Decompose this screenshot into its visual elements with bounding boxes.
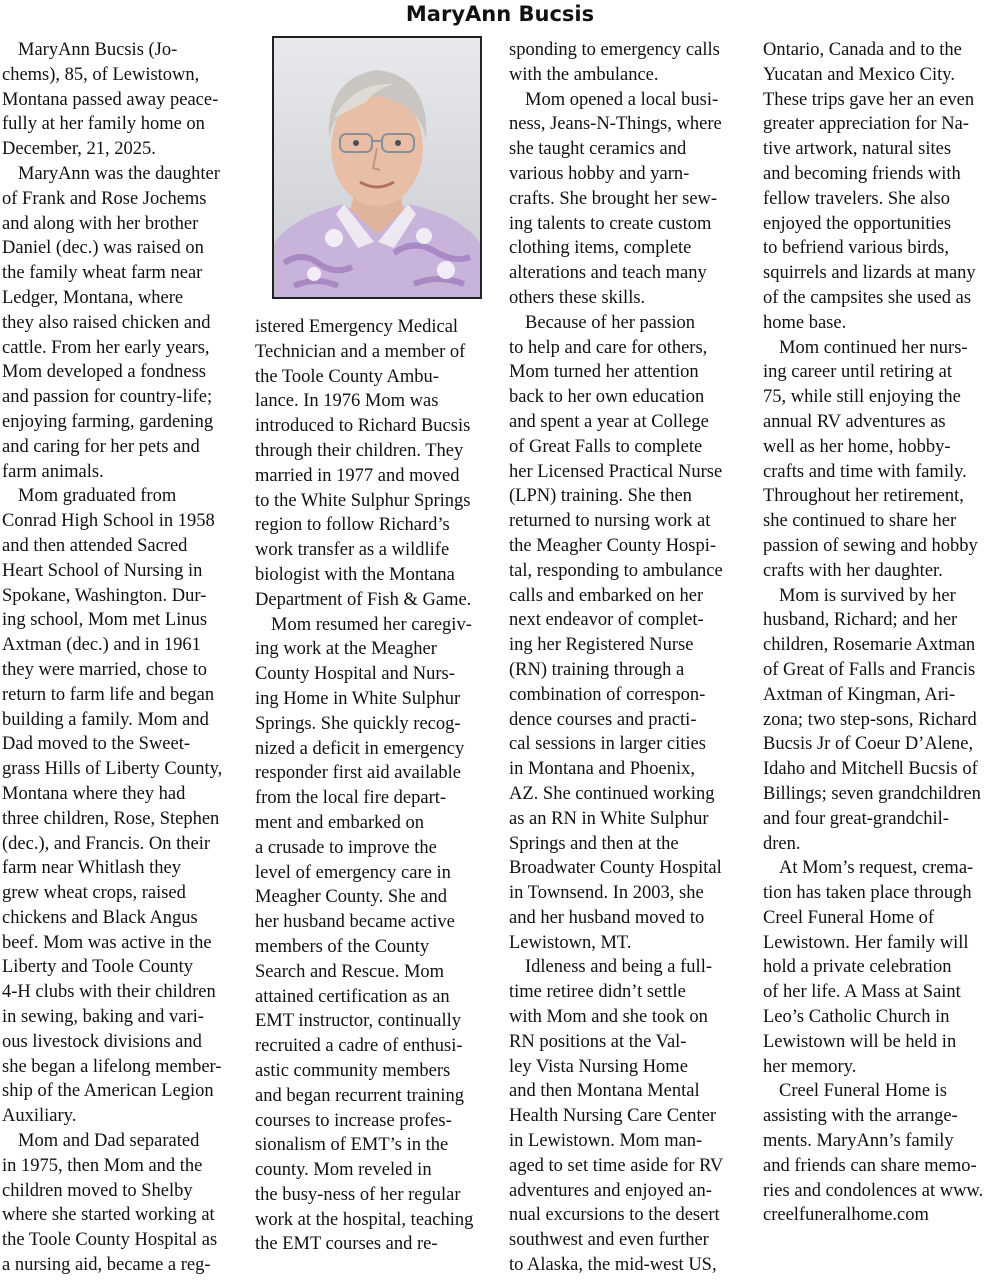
text-line: and then attended Sacred: [2, 535, 188, 556]
text-line: creelfuneralhome.com: [763, 1205, 929, 1226]
text-line: Ontario, Canada and to the: [763, 40, 962, 60]
text-line: Montana where they had: [2, 783, 186, 804]
text-line: beef. Mom was active in the: [2, 932, 212, 953]
text-line: tive artwork, natural sites: [763, 139, 952, 160]
text-line: Liberty and Toole County: [2, 957, 194, 978]
text-line: Conrad High School in 1958: [2, 511, 215, 532]
text-line: fully at her family home on: [2, 114, 205, 135]
text-line: cattle. From her early years,: [2, 337, 210, 358]
text-line: Mom graduated from: [18, 486, 177, 507]
text-line: nual excursions to the desert: [509, 1205, 720, 1226]
text-line: county. Mom reveled in: [255, 1160, 432, 1181]
text-line: Bucsis Jr of Coeur D’Alene,: [763, 734, 974, 755]
text-line: ing career until retiring at: [763, 362, 953, 383]
text-line: her memory.: [763, 1056, 857, 1077]
text-line: children, Rosemarie Axtman: [763, 635, 976, 656]
text-line: ley Vista Nursing Home: [509, 1056, 688, 1077]
text-line: Spokane, Washington. Dur-: [2, 585, 207, 606]
text-line: the Toole County Ambu-: [255, 366, 439, 387]
text-line: and becoming friends with: [763, 163, 961, 184]
text-line: Meagher County. She and: [255, 887, 447, 908]
text-line: home base.: [763, 312, 847, 333]
text-line: and her husband moved to: [509, 907, 705, 928]
text-line: she continued to share her: [763, 511, 957, 532]
text-column-3: [509, 38, 749, 1278]
text-line: Health Nursing Care Center: [509, 1106, 717, 1127]
text-line: and along with her brother: [2, 213, 199, 234]
text-line: responder first aid available: [255, 763, 461, 784]
text-line: various hobby and yarn-: [509, 163, 690, 184]
text-line: she began a lifelong member-: [2, 1056, 222, 1077]
text-line: Search and Rescue. Mom: [255, 961, 445, 982]
text-line: hold a private celebration: [763, 957, 952, 978]
text-line: Broadwater County Hospital: [509, 858, 722, 879]
text-line: with Mom and she took on: [509, 1007, 708, 1028]
text-line: ing her Registered Nurse: [509, 635, 694, 656]
text-line: to the White Sulphur Springs: [255, 490, 471, 511]
text-line: they also raised chicken and: [2, 312, 211, 333]
text-line: dence courses and practi-: [509, 709, 697, 730]
text-line: Creel Funeral Home is: [779, 1081, 947, 1102]
text-line: EMT instructor, continually: [255, 1011, 461, 1032]
text-line: in 1975, then Mom and the: [2, 1155, 203, 1176]
text-line: Mom resumed her caregiv-: [271, 614, 472, 635]
text-line: well as her home, hobby-: [763, 436, 951, 457]
text-line: ment and embarked on: [255, 812, 425, 833]
text-line: farm near Whitlash they: [2, 858, 181, 879]
text-line: recruited a cadre of enthusi-: [255, 1036, 463, 1057]
text-line: the busy-ness of her regular: [255, 1184, 461, 1205]
text-line: crafts. She brought her sew-: [509, 188, 718, 209]
text-line: farm animals.: [2, 461, 104, 482]
text-line: (LPN) training. She then: [509, 486, 692, 507]
text-line: Idaho and Mitchell Bucsis of: [763, 759, 978, 780]
text-line: 75, while still enjoying the: [763, 387, 961, 408]
text-line: from the local fire depart-: [255, 788, 447, 809]
text-line: enjoying farming, gardening: [2, 411, 214, 432]
text-line: clothing items, complete: [509, 238, 692, 259]
text-line: Heart School of Nursing in: [2, 560, 203, 581]
text-line: Daniel (dec.) was raised on: [2, 238, 204, 259]
text-line: annual RV adventures as: [763, 411, 946, 432]
text-line: sponding to emergency calls: [509, 40, 720, 60]
text-line: returned to nursing work at: [509, 511, 711, 532]
text-line: calls and embarked on her: [509, 585, 704, 606]
text-line: her husband became active: [255, 912, 455, 933]
text-line: combination of correspon-: [509, 684, 706, 705]
text-line: astic community members: [255, 1060, 451, 1081]
text-line: married in 1977 and moved: [255, 465, 460, 486]
text-line: grew wheat crops, raised: [2, 883, 186, 904]
text-line: to Alaska, the mid-west US,: [509, 1255, 717, 1276]
text-line: MaryAnn Bucsis (Jo-: [18, 40, 178, 60]
text-line: as an RN in White Sulphur: [509, 808, 709, 829]
text-line: husband, Richard; and her: [763, 610, 958, 631]
text-line: Technician and a member of: [255, 341, 466, 362]
text-line: a crusade to improve the: [255, 837, 437, 858]
text-line: squirrels and lizards at many: [763, 263, 976, 284]
text-line: and spent a year at College: [509, 411, 709, 432]
text-line: of Great Falls to complete: [509, 436, 703, 457]
text-line: Throughout her retirement,: [763, 486, 964, 507]
text-line: MaryAnn was the daughter: [18, 163, 220, 184]
text-column-2: [255, 315, 495, 1257]
text-line: a nursing aid, became a reg-: [2, 1255, 211, 1276]
text-line: ments. MaryAnn’s family: [763, 1131, 954, 1152]
text-line: region to follow Richard’s: [255, 515, 450, 536]
text-line: tal, responding to ambulance: [509, 560, 723, 581]
text-line: alterations and teach many: [509, 263, 707, 284]
text-line: in Townsend. In 2003, she: [509, 883, 704, 904]
text-line: Lewistown, MT.: [509, 932, 632, 953]
text-line: crafts with her daughter.: [763, 560, 943, 581]
text-line: where she started working at: [2, 1205, 215, 1226]
text-line: (RN) training through a: [509, 659, 685, 680]
text-line: children moved to Shelby: [2, 1180, 193, 1201]
text-line: Department of Fish & Game.: [255, 589, 472, 610]
text-line: Axtman (dec.) and in 1961: [2, 635, 201, 656]
text-line: the Toole County Hospital as: [2, 1230, 218, 1251]
text-line: Montana passed away peace-: [2, 89, 219, 110]
text-line: Billings; seven grandchildren: [763, 783, 981, 804]
text-line: she taught ceramics and: [509, 139, 687, 160]
text-line: (dec.), and Francis. On their: [2, 833, 211, 854]
text-line: nized a deficit in emergency: [255, 738, 465, 759]
text-line: with the ambulance.: [509, 64, 659, 85]
text-line: ries and condolences at www.: [763, 1180, 984, 1201]
text-line: and caring for her pets and: [2, 436, 200, 457]
text-line: istered Emergency Medical: [255, 317, 459, 337]
text-line: Dad moved to the Sweet-: [2, 734, 191, 755]
obituary-title: MaryAnn Bucsis: [405, 2, 595, 26]
text-line: Springs. She quickly recog-: [255, 713, 461, 734]
text-line: Because of her passion: [525, 312, 696, 333]
text-line: time retiree didn’t settle: [509, 982, 686, 1003]
text-line: work at the hospital, teaching: [255, 1209, 474, 1230]
text-line: members of the County: [255, 936, 430, 957]
text-line: crafts and time with family.: [763, 461, 967, 482]
text-line: attained certification as an: [255, 986, 450, 1007]
text-line: ing Home in White Sulphur: [255, 688, 461, 709]
text-line: through their children. They: [255, 440, 464, 461]
text-line: fellow travelers. She also: [763, 188, 950, 209]
text-line: work transfer as a wildlife: [255, 540, 450, 561]
text-line: of Great of Falls and Francis: [763, 659, 976, 680]
text-line: Mom developed a fondness: [2, 362, 206, 383]
text-line: Creel Funeral Home of: [763, 907, 935, 928]
text-line: Leo’s Catholic Church in: [763, 1007, 950, 1028]
text-line: Springs and then at the: [509, 833, 679, 854]
text-line: aged to set time aside for RV: [509, 1155, 724, 1176]
text-line: in sewing, baking and vari-: [2, 1007, 204, 1028]
text-line: passion of sewing and hobby: [763, 535, 978, 556]
text-line: ing school, Mom met Linus: [2, 610, 208, 631]
text-line: assisting with the arrange-: [763, 1106, 958, 1127]
text-line: Mom continued her nurs-: [779, 337, 968, 358]
text-line: ing talents to create custom: [509, 213, 712, 234]
text-line: greater appreciation for Na-: [763, 114, 969, 135]
text-line: the Meagher County Hospi-: [509, 535, 717, 556]
text-line: Ledger, Montana, where: [2, 287, 184, 308]
text-line: ing work at the Meagher: [255, 639, 437, 660]
text-line: and began recurrent training: [255, 1085, 465, 1106]
text-line: introduced to Richard Bucsis: [255, 416, 471, 437]
text-line: and passion for country-life;: [2, 387, 213, 408]
text-line: ness, Jeans-N-Things, where: [509, 114, 722, 135]
text-line: level of emergency care in: [255, 862, 451, 883]
text-line: southwest and even further: [509, 1230, 709, 1251]
text-line: At Mom’s request, crema-: [779, 858, 974, 879]
text-line: These trips gave her an even: [763, 89, 975, 110]
text-line: enjoyed the opportunities: [763, 213, 952, 234]
text-line: December, 21, 2025.: [2, 139, 156, 160]
text-line: 4-H clubs with their children: [2, 982, 216, 1003]
text-line: back to her own education: [509, 387, 705, 408]
text-line: lance. In 1976 Mom was: [255, 391, 439, 412]
text-line: the family wheat farm near: [2, 263, 203, 284]
text-line: Idleness and being a full-: [525, 957, 712, 978]
text-line: in Montana and Phoenix,: [509, 759, 696, 780]
text-line: next endeavor of complet-: [509, 610, 704, 631]
text-line: dren.: [763, 833, 801, 854]
text-line: chickens and Black Angus: [2, 907, 198, 928]
text-line: of her life. A Mass at Saint: [763, 982, 961, 1003]
text-line: her Licensed Practical Nurse: [509, 461, 723, 482]
text-line: to befriend various birds,: [763, 238, 949, 259]
text-line: Yucatan and Mexico City.: [763, 64, 955, 85]
text-line: biologist with the Montana: [255, 564, 455, 585]
text-line: Mom and Dad separated: [18, 1131, 200, 1152]
text-line: return to farm life and began: [2, 684, 215, 705]
text-line: ship of the American Legion: [2, 1081, 214, 1102]
text-line: zona; two step-sons, Richard: [763, 709, 977, 730]
text-line: Auxiliary.: [2, 1106, 77, 1127]
text-line: in Lewistown. Mom man-: [509, 1131, 703, 1152]
text-line: AZ. She continued working: [509, 783, 715, 804]
text-line: and four great-grandchil-: [763, 808, 949, 829]
text-line: others these skills.: [509, 287, 646, 308]
text-line: Mom is survived by her: [779, 585, 956, 606]
text-column-1: [2, 38, 242, 1278]
text-line: ous livestock divisions and: [2, 1031, 202, 1052]
text-line: Mom opened a local busi-: [525, 89, 719, 110]
text-line: cal sessions in larger cities: [509, 734, 706, 755]
text-line: to help and care for others,: [509, 337, 708, 358]
text-line: Axtman of Kingman, Ari-: [763, 684, 956, 705]
text-line: adventures and enjoyed an-: [509, 1180, 712, 1201]
text-line: the EMT courses and re-: [255, 1234, 438, 1255]
text-line: chems), 85, of Lewistown,: [2, 64, 200, 85]
text-line: three children, Rose, Stephen: [2, 808, 220, 829]
text-line: courses to increase profes-: [255, 1110, 452, 1131]
text-line: tion has taken place through: [763, 883, 972, 904]
text-line: sionalism of EMT’s in the: [255, 1135, 449, 1156]
text-line: Lewistown will be held in: [763, 1031, 957, 1052]
text-line: Lewistown. Her family will: [763, 932, 969, 953]
text-line: building a family. Mom and: [2, 709, 209, 730]
text-line: grass Hills of Liberty County,: [2, 759, 223, 780]
text-line: RN positions at the Val-: [509, 1031, 687, 1052]
text-line: of the campsites she used as: [763, 287, 972, 308]
text-line: County Hospital and Nurs-: [255, 664, 455, 685]
text-line: and friends can share memo-: [763, 1155, 977, 1176]
text-line: Mom turned her attention: [509, 362, 699, 383]
text-line: of Frank and Rose Jochems: [2, 188, 207, 209]
portrait-photo: [272, 36, 482, 299]
text-line: and then Montana Mental: [509, 1081, 700, 1102]
text-column-4: [763, 38, 1000, 1228]
text-line: they were married, chose to: [2, 659, 207, 680]
